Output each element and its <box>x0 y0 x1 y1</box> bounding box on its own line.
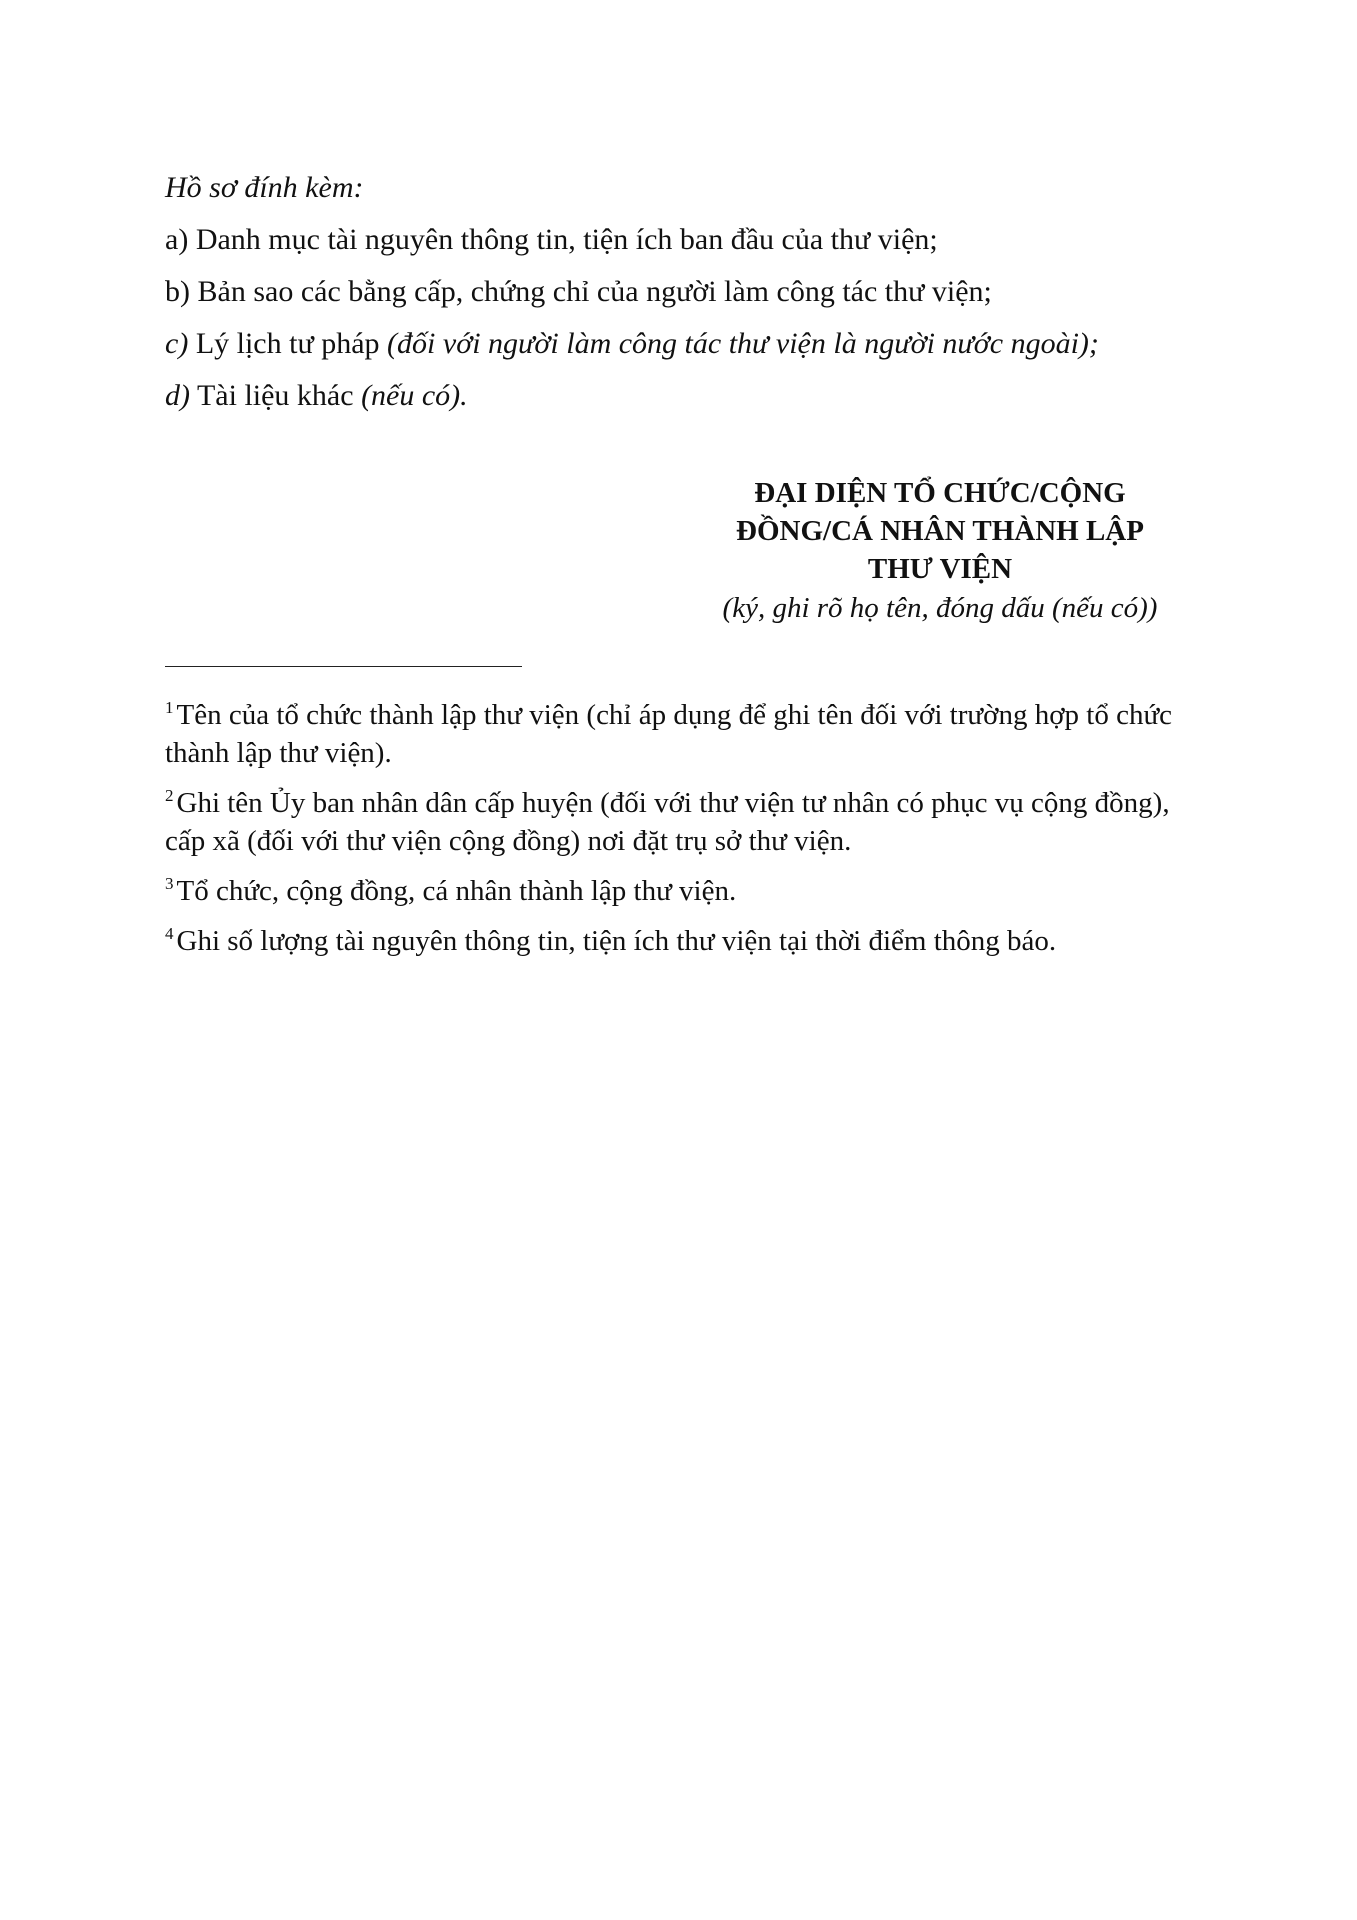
footnote-number: 3 <box>165 873 174 893</box>
attachments-heading: Hồ sơ đính kèm: <box>165 171 364 204</box>
footnote-number: 2 <box>165 785 174 805</box>
footnote-text: Tên của tổ chức thành lập thư viện (chỉ áp dụng để ghi tên đối với trường hợp tổ chức thành lập thư viện). <box>165 699 1173 769</box>
attachment-text: Danh mục tài nguyên thông tin, tiện ích ban đầu của thư viện; <box>195 223 938 256</box>
attachments-section <box>165 162 1205 422</box>
attachment-text: Tài liệu khác <box>196 379 354 412</box>
signature-block <box>650 474 1230 628</box>
footnote-3 <box>165 872 1195 910</box>
footnote-4 <box>165 922 1195 960</box>
attachment-item-a <box>165 214 1205 266</box>
attachment-label: d) <box>165 379 190 412</box>
attachment-text: Bản sao các bằng cấp, chứng chỉ của người làm công tác thư viện; <box>197 275 992 308</box>
footnote-text: Ghi tên Ủy ban nhân dân cấp huyện (đối với thư viện tư nhân có phục vụ cộng đồng), cấp xã (đối với thư viện cộng đồng) nơi đặt trụ sở thư viện. <box>165 787 1170 857</box>
signature-title-line: THƯ VIỆN <box>867 553 1013 585</box>
attachment-note: (đối với người làm công tác thư viện là người nước ngoài); <box>387 327 1099 360</box>
footnote-separator <box>165 666 522 667</box>
attachment-item-b <box>165 266 1205 318</box>
attachment-label: a) <box>165 223 189 256</box>
attachment-label: c) <box>165 327 189 360</box>
signature-note: (ký, ghi rõ họ tên, đóng dấu (nếu có)) <box>722 592 1158 624</box>
signature-title-line: ĐẠI DIỆN TỔ CHỨC/CỘNG <box>754 477 1126 509</box>
attachment-text: Lý lịch tư pháp <box>195 327 380 360</box>
attachment-label: b) <box>165 275 190 308</box>
attachment-item-d <box>165 370 1205 422</box>
footnote-number: 1 <box>165 697 174 717</box>
signature-title-line: ĐỒNG/CÁ NHÂN THÀNH LẬP <box>736 515 1144 547</box>
footnote-number: 4 <box>165 923 174 943</box>
footnote-2 <box>165 784 1195 860</box>
footnotes-section <box>165 696 1195 972</box>
footnote-1 <box>165 696 1195 772</box>
attachment-item-c <box>165 318 1205 370</box>
attachment-note: (nếu có). <box>361 379 468 412</box>
footnote-text: Tổ chức, cộng đồng, cá nhân thành lập thư viện. <box>176 875 737 907</box>
footnote-text: Ghi số lượng tài nguyên thông tin, tiện ích thư viện tại thời điểm thông báo. <box>176 925 1057 957</box>
